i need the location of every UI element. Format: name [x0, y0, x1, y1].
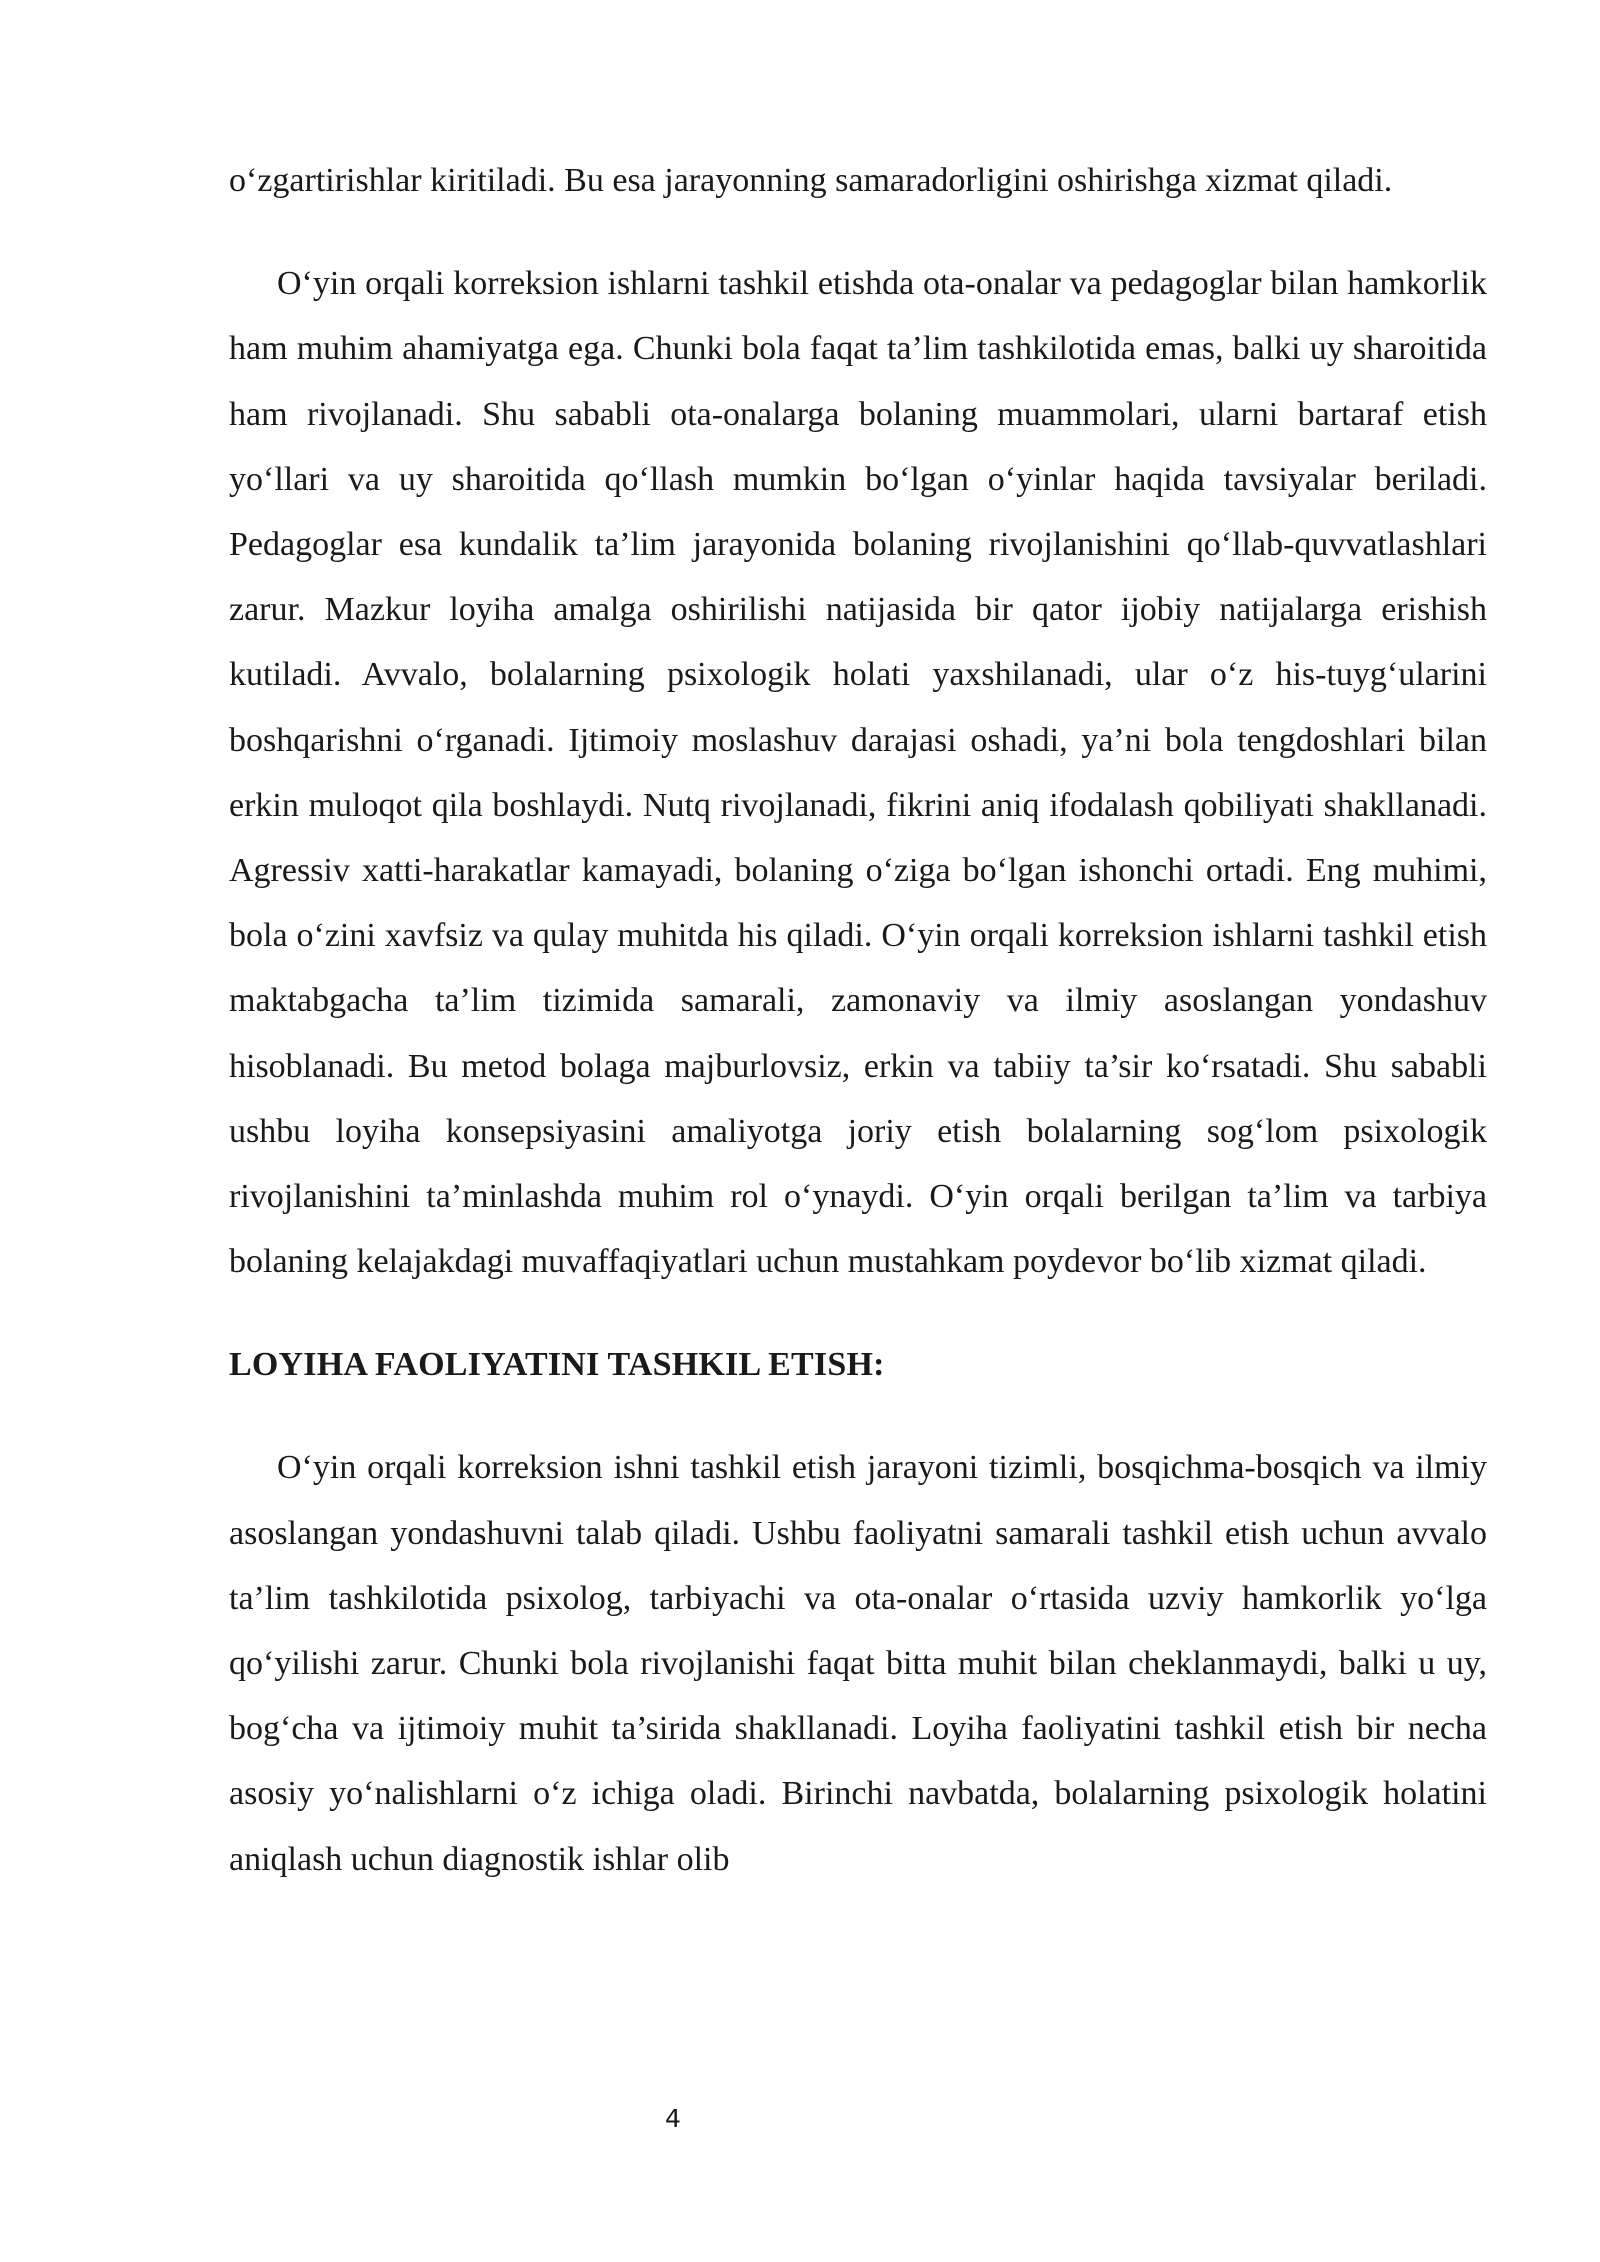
page-number: 4 — [665, 2104, 681, 2133]
paragraph-continuation: o‘zgartirishlar kiritiladi. Bu esa jarayonning samaradorligini oshirishga xizmat qiladi. — [229, 162, 1393, 199]
paragraph-collaboration: O‘yin orqali korreksion ishlarni tashkil etishda ota-onalar va pedagoglar bilan hamkorlik ham muhim ahamiyatga ega. Chunki bola faqat ta’lim tashkilotida emas, balki uy sharoitida ham rivojlanadi. Shu sababli ota-onalarga bolaning muammolari, ularni bartaraf etish yo‘llari va uy sharoitida qo‘llash mumkin bo‘lgan o‘yinlar haqida tavsiyalar beriladi. Pedagoglar esa kundalik ta’lim jarayonida bolaning rivojlanishini qo‘llab-quvvatlashlari zarur. Mazkur loyiha amalga oshirilishi natijasida bir qator ijobiy natijalarga erishish kutiladi. Avvalo, bolalarning psixologik holati yaxshilanadi, ular o‘z his-tuyg‘ularini boshqarishni o‘rganadi. Ijtimoiy moslashuv darajasi oshadi, ya’ni bola tengdoshlari bilan erkin muloqot qila boshlaydi. Nutq rivojlanadi, fikrini aniq ifodalash qobiliyati shakllanadi. Agressiv xatti-harakatlar kamayadi, bolaning o‘ziga bo‘lgan ishonchi ortadi. Eng muhimi, bola o‘zini xavfsiz va qulay muhitda his qiladi. O‘yin orqali korreksion ishlarni tashkil etish maktabgacha ta’lim tizimida samarali, zamonaviy va ilmiy asoslangan yondashuv hisoblanadi. Bu metod bolaga majburlovsiz, erkin va tabiiy ta’sir ko‘rsatadi. Shu sababli ushbu loyiha konsepsiyasini amaliyotga joriy etish bolalarning sog‘lom psixologik rivojlanishini ta’minlashda muhim rol o‘ynaydi. O‘yin orqali berilgan ta’lim va tarbiya bolaning kelajakdagi muvaffaqiyatlari uchun mustahkam poydevor bo‘lib xizmat qiladi. — [229, 265, 1487, 1281]
section-heading: LOYIHA FAOLIYATINI TASHKIL ETISH: — [229, 1346, 885, 1384]
paragraph-organization: O‘yin orqali korreksion ishni tashkil etish jarayoni tizimli, bosqichma-bosqich va ilmiy asoslangan yondashuvni talab qiladi. Ushbu faoliyatni samarali tashkil etish uchun avvalo ta’lim tashkilotida psixolog, tarbiyachi va ota-onalar o‘rtasida uzviy hamkorlik yo‘lga qo‘yilishi zarur. Chunki bola rivojlanishi faqat bitta muhit bilan cheklanmaydi, balki u uy, bog‘cha va ijtimoiy muhit ta’sirida shakllanadi. Loyiha faoliyatini tashkil etish bir necha asosiy yo‘nalishlarni o‘z ichiga oladi. Birinchi navbatda, bolalarning psixologik holatini aniqlash uchun diagnostik ishlar olib — [229, 1449, 1487, 1878]
document-page — [229, 148, 1487, 1892]
